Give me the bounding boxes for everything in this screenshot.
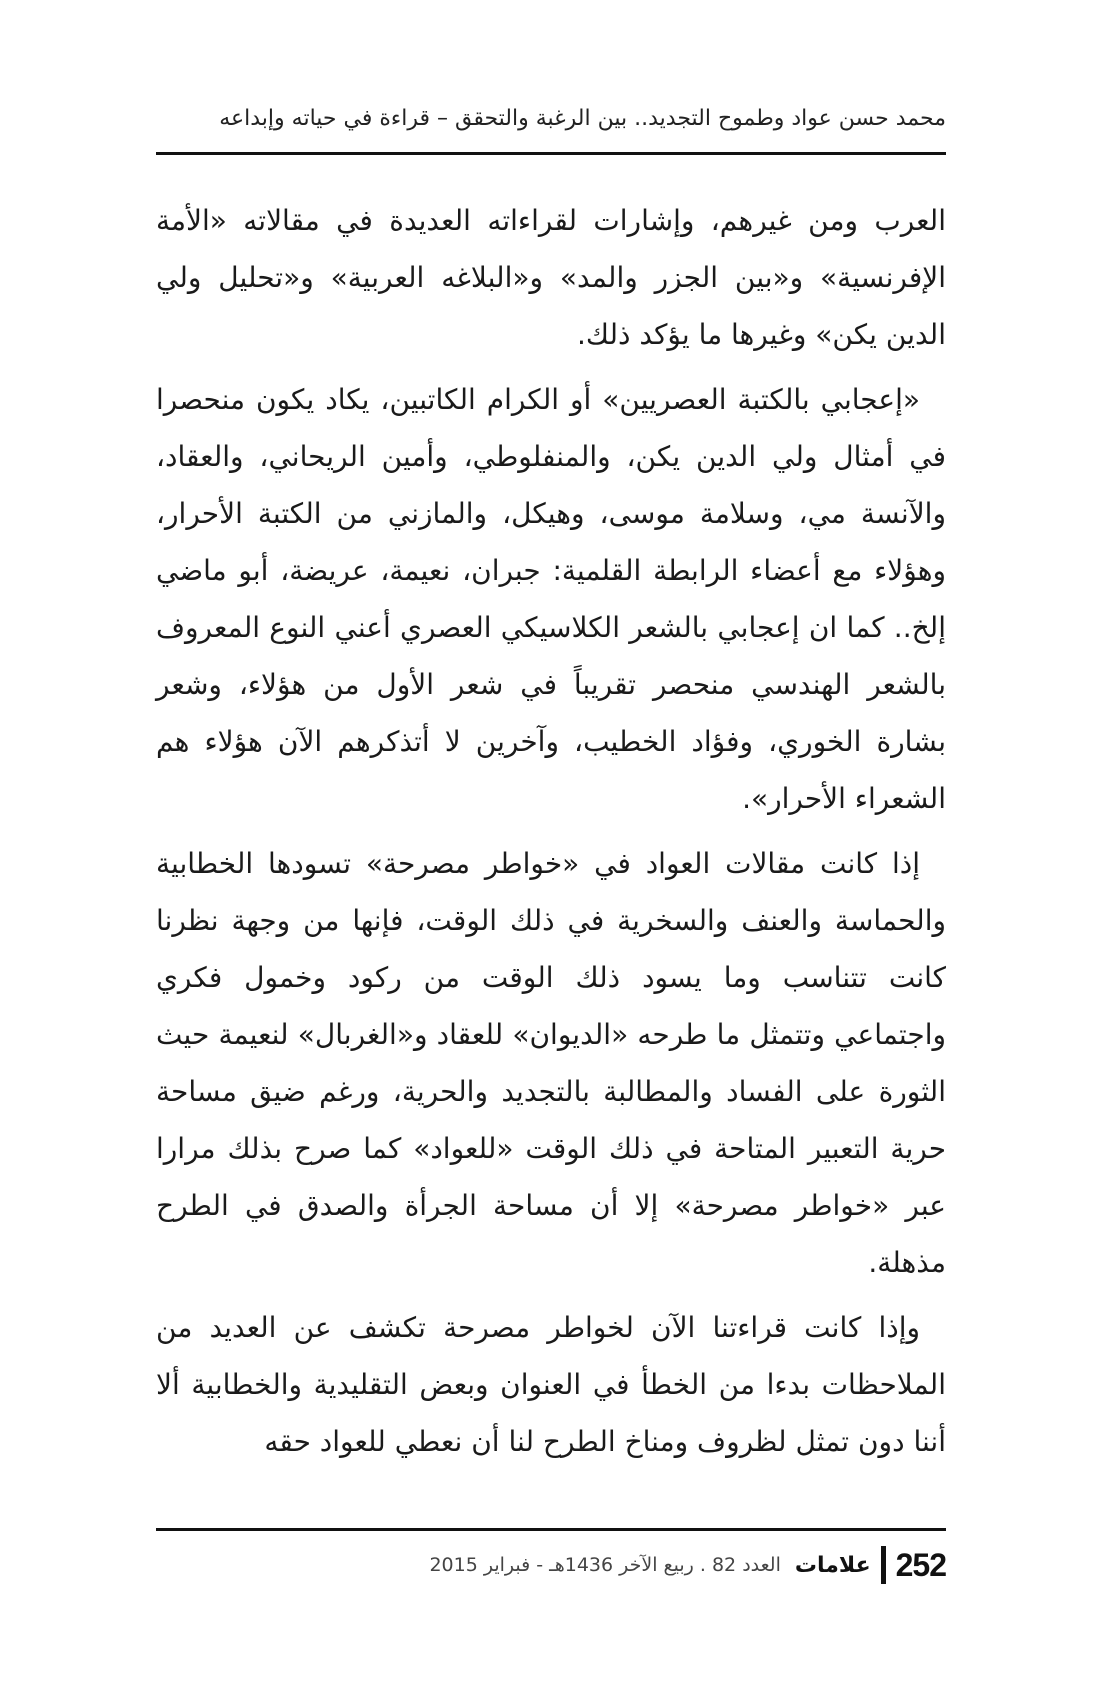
footer-separator <box>881 1546 886 1584</box>
header-divider <box>156 152 946 155</box>
magazine-logo: علامات <box>794 1552 871 1578</box>
footer-divider <box>156 1528 946 1531</box>
page-footer <box>156 1540 946 1590</box>
article-body <box>156 192 946 1478</box>
issue-info: العدد 82 . ربيع الآخر 1436هـ - فبراير 2015 <box>429 1554 781 1576</box>
running-header: محمد حسن عواد وطموح التجديد.. بين الرغبة والتحقق – قراءة في حياته وإبداعه <box>219 106 946 131</box>
paragraph-3: إذا كانت مقالات العواد في «خواطر مصرحة» تسودها الخطابية والحماسة والعنف والسخرية في ذلك الوقت، فإنها من وجهة نظرنا كانت تتناسب وما يسود ذلك الوقت من ركود وخمول فكري واجتماعي وتتمثل ما طرحه «الديوان» للعقاد و«الغربال» لنعيمة حيث الثورة على الفساد والمطالبة بالتجديد والحرية، ورغم ضيق مساحة حرية التعبير المتاحة في ذلك الوقت «للعواد» كما صرح بذلك مرارا عبر «خواطر مصرحة» إلا أن مساحة الجرأة والصدق في الطرح مذهلة. <box>156 847 946 1279</box>
page-number: 252 <box>895 1546 946 1583</box>
paragraph-1: العرب ومن غيرهم، وإشارات لقراءاته العديدة في مقالاته «الأمة الإفرنسية» و«بين الجزر والمد» و«البلاغه العربية» و«تحليل ولي الدين يكن» وغيرها ما يؤكد ذلك. <box>156 204 946 351</box>
paragraph-4: وإذا كانت قراءتنا الآن لخواطر مصرحة تكشف عن العديد من الملاحظات بدءا من الخطأ في العنوان وبعض التقليدية والخطابية ألا أننا دون تمثل لظروف ومناخ الطرح لنا أن نعطي للعواد حقه <box>156 1311 946 1458</box>
paragraph-2: «إعجابي بالكتبة العصريين» أو الكرام الكاتبين، يكاد يكون منحصرا في أمثال ولي الدين يكن، والمنفلوطي، وأمين الريحاني، والعقاد، والآنسة مي، وسلامة موسى، وهيكل، والمازني من الكتبة الأحرار، وهؤلاء مع أعضاء الرابطة القلمية: جبران، نعيمة، عريضة، أبو ماضي إلخ.. كما ان إعجابي بالشعر الكلاسيكي العصري أعني النوع المعروف بالشعر الهندسي منحصر تقريباً في شعر الأول من هؤلاء، وشعر بشارة الخوري، وفؤاد الخطيب، وآخرين لا أتذكرهم الآن هؤلاء هم الشعراء الأحرار». <box>156 383 946 815</box>
